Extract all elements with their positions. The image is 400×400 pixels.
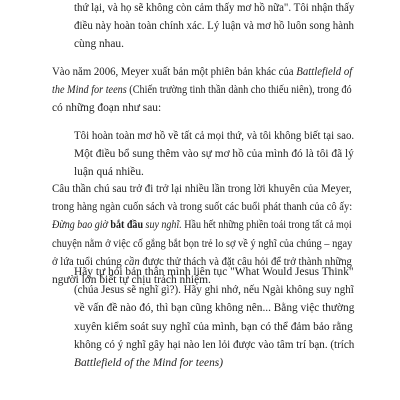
text-run: được thử thách và đặt câu hỏi để trở thành những [142, 255, 352, 268]
emphasis-italic: cần [124, 255, 140, 268]
text-line: cùng nhau. [74, 38, 124, 51]
book-title-italic: the Mind for teens [52, 84, 127, 97]
text-line: Tôi hoàn toàn mơ hồ về tất cả mọi thứ, và tôi không biết tại sao. [74, 130, 355, 142]
text-run: (Chiến trường tinh thần dành cho thiếu niên), trong đó [129, 84, 352, 97]
book-title-italic: Battlefield of the Mind for teens) [74, 357, 223, 370]
emphasis-italic: suy nghĩ. [145, 219, 182, 232]
text-line [52, 81, 352, 99]
text-line: trong hàng ngàn cuốn sách và trong suốt các buổi phát thanh của cô ấy: [52, 201, 353, 214]
text-line: điều này hoàn toàn chính xác. Lý luận và mơ hồ luôn song hành [74, 20, 354, 33]
text-line [52, 216, 352, 234]
text-line: có những đoạn như sau: [52, 102, 162, 115]
paragraph-meyer-2006 [52, 63, 352, 118]
text-run: ở lứa tuổi chúng [52, 255, 122, 268]
paragraph-quote-continuation [74, 0, 354, 54]
text-line: Một điều bổ sung thêm vào sự mơ hồ của mình đó là tôi đã lý [74, 148, 354, 161]
text-run: Vào năm 2006, Meyer xuất bản một phiên bản khác của [52, 66, 294, 78]
book-title-italic: Battlefield of [296, 66, 353, 78]
text-line: người lớn biết tự chịu trách nhiệm. [52, 274, 211, 287]
block-quote-1 [74, 127, 354, 182]
emphasis-italic: Đừng bao giờ [52, 219, 108, 232]
block-quote-2 [74, 263, 354, 372]
text-line: (chúa Jesus sẽ nghĩ gì?). Hãy ghi nhớ, nếu Ngài không suy nghĩ [74, 284, 354, 297]
text-line: xuyên kiểm soát suy nghĩ của mình, bạn có thể đảm bảo rằng [74, 320, 353, 333]
text-line: Câu thần chú sau trở đi trở lại nhiều lần trong lời khuyên của Meyer, [52, 183, 352, 195]
text-line: thứ lại, và họ sẽ không còn cảm thấy mơ hồ nữa". Tôi nhận thấy [74, 2, 355, 14]
text-line: chuyện nằm ở việc cố gắng bắt bọn trẻ lo sợ về ý nghĩ của chúng – ngay [52, 237, 353, 250]
text-line: không có ý nghĩ gây hại nào len lỏi được vào tâm trí bạn. (trích [74, 338, 355, 351]
text-line: luận quá nhiều. [74, 166, 144, 179]
text-line [52, 63, 353, 81]
text-run: Hầu hết những phiền toái trong tất cả mọi [184, 219, 352, 232]
text-line [74, 354, 354, 372]
emphasis-bold: bắt đầu [110, 219, 144, 232]
text-line: Hãy tự hỏi bản thân mình liên tục "What Would Jesus Think" [74, 266, 354, 278]
text-line: về vấn đề nào đó, thì bạn cũng không nên... Bằng việc thường [74, 302, 355, 315]
